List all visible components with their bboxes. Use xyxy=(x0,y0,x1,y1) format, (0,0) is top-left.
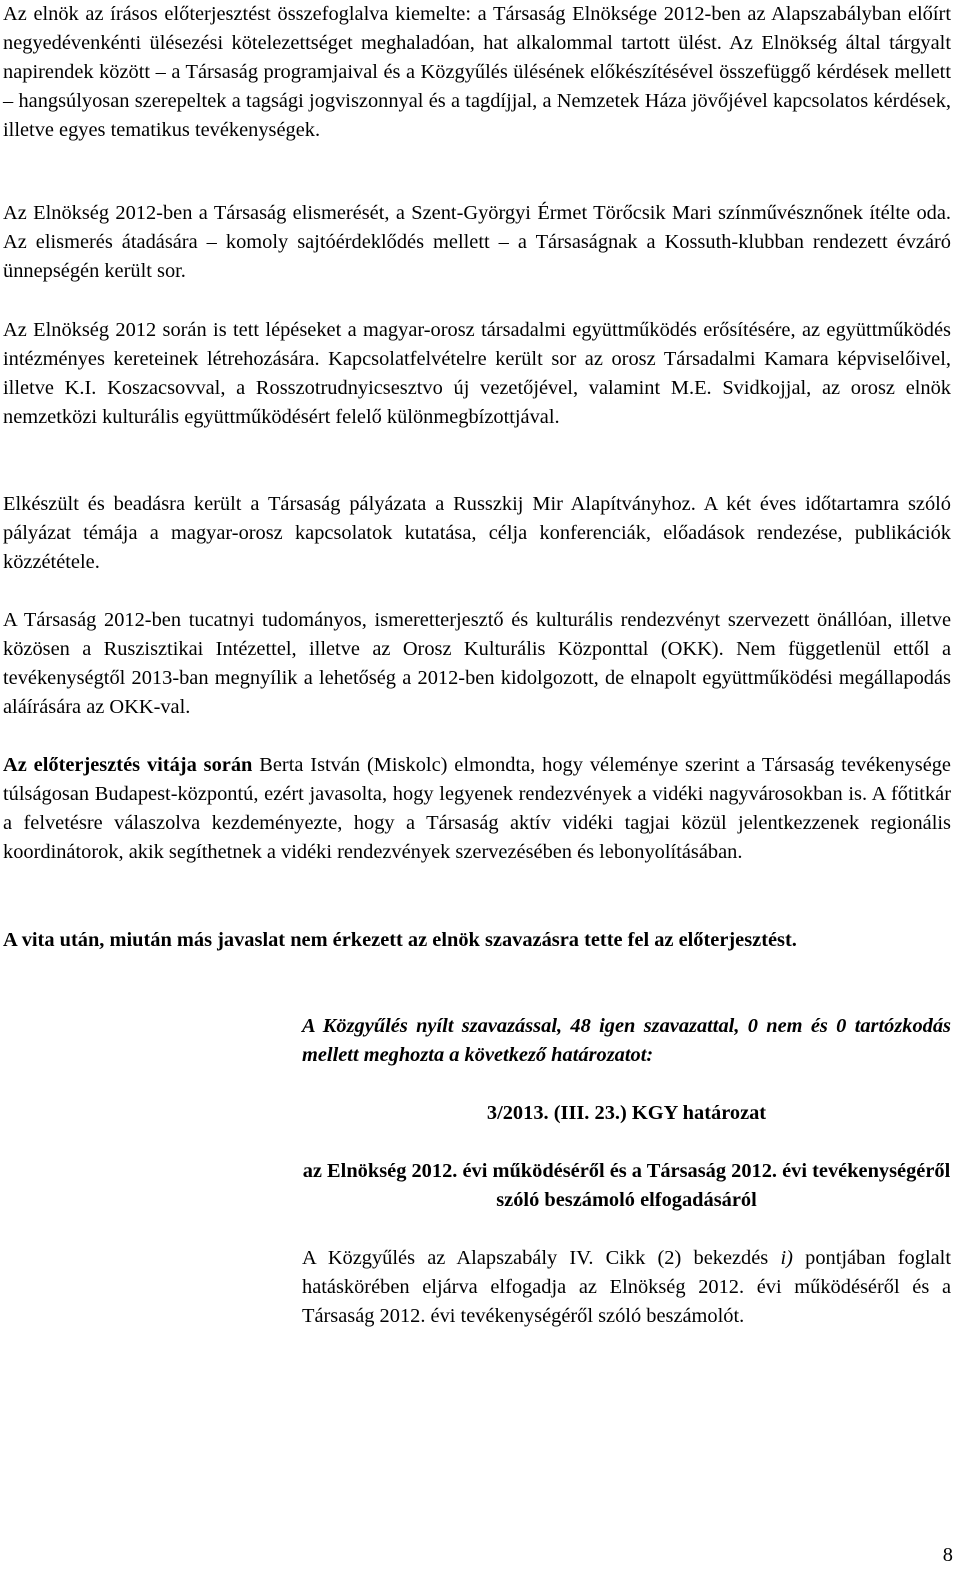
paragraph-application: Elkészült és beadásra került a Társaság pályázata a Russzkij Mir Alapítványhoz. A két éves időtartamra szóló pályázat témája a magyar-orosz kapcsolatok kutatása, célja konferenciák, előadások rendezése, publikációk közzététele. xyxy=(3,493,951,574)
paragraph-cooperation: Az Elnökség 2012 során is tett lépéseket a magyar-orosz társadalmi együttműködés erősítésére, az együttműködés intézményes kereteinek létrehozására. Kapcsolatfelvételre került sor az orosz Társadalmi Kamara képviselőivel, illetve K.I. Koszacsovval, a Rosszotrudnyicsesztvo új vezetőjével, valamint M.E. Svidkojjal, az orosz elnök nemzetközi kulturális együttműködésért felelő különmegbízottjával. xyxy=(3,319,951,429)
resolution-title: az Elnökség 2012. évi működéséről és a Társaság 2012. évi tevékenységéről szóló beszámoló elfogadásáról xyxy=(302,1160,951,1211)
resolution-body xyxy=(302,1244,951,1331)
resolution-body-before: A Közgyűlés az Alapszabály IV. Cikk (2) bekezdés xyxy=(302,1247,781,1269)
resolution-body-after: pontjában foglalt hatáskörében eljárva elfogadja az Elnökség 2012. évi működéséről és a Társaság 2012. évi tevékenységéről szóló beszámolót. xyxy=(302,1247,951,1327)
resolution-number: 3/2013. (III. 23.) KGY határozat xyxy=(486,1102,767,1124)
debate-lead: Az előterjesztés vitája során xyxy=(3,754,253,776)
resolution-body-italic: i) xyxy=(780,1247,793,1269)
paragraph-debate xyxy=(3,751,951,867)
debate-text: Berta István (Miskolc) elmondta, hogy véleménye szerint a Társaság tevékenysége túlságosan Budapest-központú, ezért javasolta, hogy legyenek rendezvények a vidéki nagyvárosokban is. A főtitkár a felvetésre válaszolva kezdeményezte, hogy a Társaság aktív vidéki tagjai közül jelentkezzenek regionális koordinátorok, akik segíthetnek a vidéki rendezvények szervezésében és lebonyolításában. xyxy=(3,754,951,864)
paragraph-events: A Társaság 2012-ben tucatnyi tudományos, ismeretterjesztő és kulturális rendezvényt szervezett önállóan, illetve közösen a Ruszisztikai Intézettel, illetve az Orosz Kulturális Központtal (OKK). Nem függetlenül ettől a tevékenységtől 2013-ban megnyílik a lehetőség a 2012-ben kidolgozott, de elnapolt együttműködési megállapodás aláírására az OKK-val. xyxy=(3,609,951,719)
paragraph-summary: Az elnök az írásos előterjesztést összefoglalva kiemelte: a Társaság Elnöksége 2012-ben az Alapszabályban előírt negyedévenkénti ülésezési kötelezettséget meghaladóan, hat alkalommal tartott ülést. Az Elnökség által tárgyalt napirendek között – a Társaság programjaival és a Közgyűlés ülésének előkészítésével összefüggő kérdések mellett – hangsúlyosan szerepeltek a tagsági jogviszonnyal és a tagdíjjal, a Nemzetek Háza jövőjével kapcsolatos kérdések, illetve egyes tematikus tevékenységek. xyxy=(3,3,951,142)
resolution-intro: A Közgyűlés nyílt szavazással, 48 igen szavazattal, 0 nem és 0 tartózkodás mellett meghozta a következő határozatot: xyxy=(302,1015,951,1066)
paragraph-award: Az Elnökség 2012-ben a Társaság elismerését, a Szent-Györgyi Érmet Törőcsik Mari színművésznőnek ítélte oda. Az elismerés átadására – komoly sajtóérdeklődés mellett – a Társaságnak a Kossuth-klubban rendezett évzáró ünnepségén került sor. xyxy=(3,202,951,283)
page-number: 8 xyxy=(942,1544,953,1566)
vote-statement: A vita után, miután más javaslat nem érkezett az elnök szavazásra tette fel az előterjesztést. xyxy=(3,929,797,951)
